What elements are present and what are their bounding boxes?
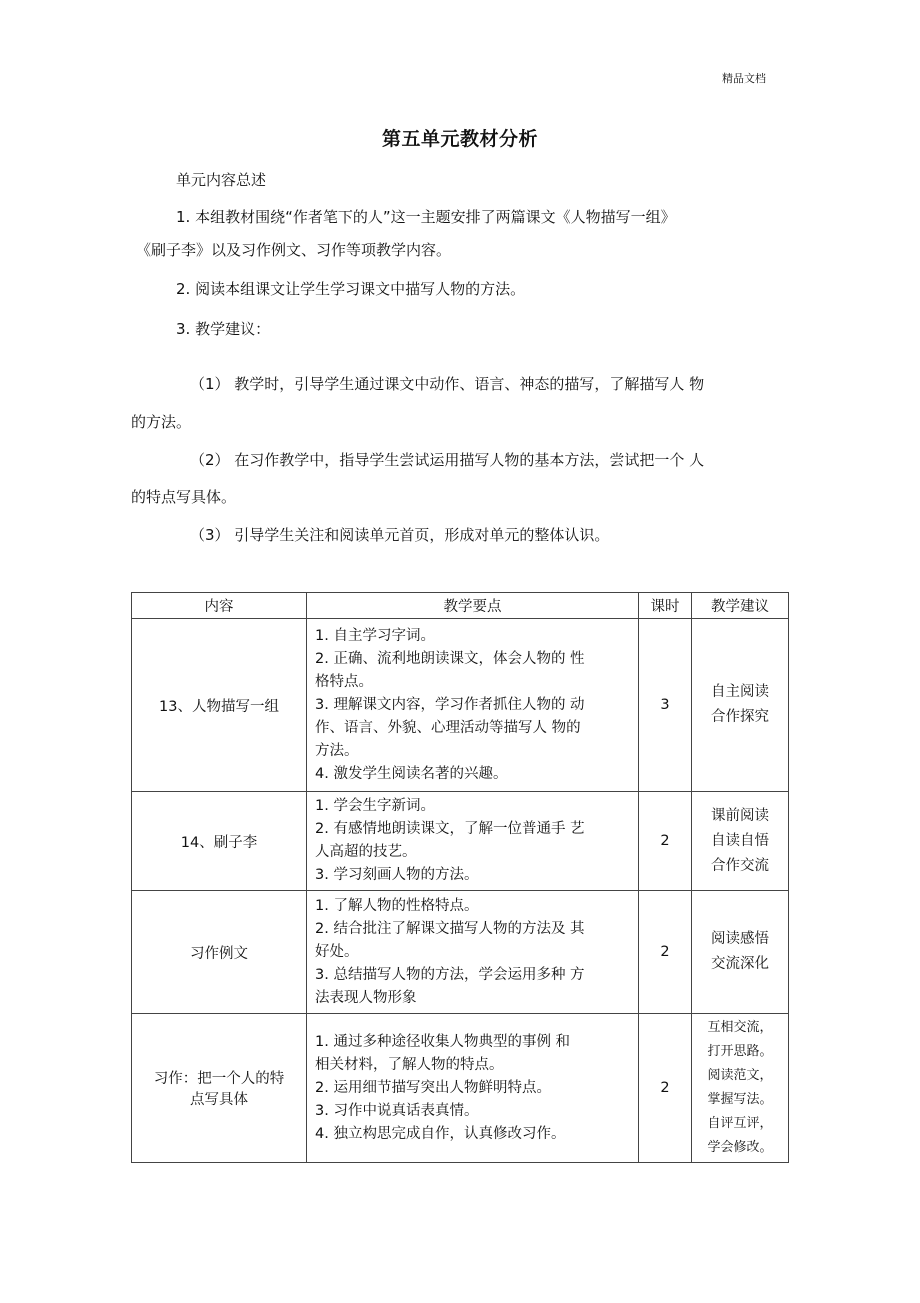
point-line: 4. 激发学生阅读名著的兴趣。: [315, 765, 508, 782]
suggestion-line: 交流深化: [711, 956, 769, 972]
point-line: 3. 习作中说真话表真情。: [315, 1102, 479, 1119]
suggestion-line: 互相交流，: [707, 1020, 773, 1035]
header-suggestion: 教学建议: [692, 593, 789, 619]
header-content: 内容: [132, 593, 307, 619]
point-line: 作、语言、外貌、心理活动等描写人 物的: [315, 719, 581, 736]
suggestion-line: 掌握写法。: [707, 1092, 773, 1107]
suggestion-1-line-1: （1） 教学时，引导学生通过课文中动作、语言、神态的描写，了解描写人 物: [190, 375, 705, 393]
row-content: 13、人物描写一组: [132, 619, 307, 792]
point-line: 好处。: [315, 943, 359, 960]
suggestion-line: 阅读范文，: [707, 1068, 773, 1083]
row-hours: 2: [639, 1014, 692, 1163]
paragraph-1-line-1: 1. 本组教材围绕“作者笔下的人”这一主题安排了两篇课文《人物描写一组》: [176, 208, 676, 226]
row-suggestion: [692, 619, 789, 792]
point-line: 格特点。: [315, 673, 373, 690]
point-line: 1. 学会生字新词。: [315, 798, 435, 814]
suggestion-line: 合作探究: [711, 709, 769, 725]
suggestion-2-line-1: （2） 在习作教学中，指导学生尝试运用描写人物的基本方法，尝试把一个 人: [190, 451, 705, 469]
point-line: 方法。: [315, 742, 359, 759]
point-line: 法表现人物形象: [315, 989, 417, 1006]
section-heading: 单元内容总述: [176, 171, 267, 189]
point-line: 2. 结合批注了解课文描写人物的方法及 其: [315, 920, 585, 937]
suggestion-line: 学会修改。: [707, 1140, 773, 1155]
point-line: 3. 总结描写人物的方法，学会运用多种 方: [315, 966, 585, 983]
point-line: 2. 运用细节描写突出人物鲜明特点。: [315, 1079, 551, 1096]
table-row: [132, 619, 789, 792]
suggestion-line: 合作交流: [711, 857, 769, 874]
suggestion-line: 打开思路。: [707, 1044, 773, 1059]
point-line: 1. 通过多种途径收集人物典型的事例 和: [315, 1033, 571, 1050]
point-line: 相关材料，了解人物的特点。: [315, 1056, 504, 1073]
row-content: 习作例文: [132, 891, 307, 1014]
row-suggestion: [692, 1014, 789, 1163]
table-row: [132, 1014, 789, 1163]
paragraph-1-line-2: 《刷子李》以及习作例文、习作等项教学内容。: [136, 241, 452, 259]
paragraph-3: 3. 教学建议：: [176, 320, 271, 338]
row-content: 14、刷子李: [132, 792, 307, 891]
suggestion-line: 自主阅读: [711, 684, 769, 700]
header-hours: 课时: [639, 593, 692, 619]
row-points: [307, 1014, 639, 1163]
suggestion-line: 阅读感悟: [711, 931, 769, 947]
suggestion-2-line-2: 的特点写具体。: [131, 488, 237, 506]
point-line: 3. 学习刻画人物的方法。: [315, 867, 479, 883]
point-line: 3. 理解课文内容，学习作者抓住人物的 动: [315, 696, 585, 713]
point-line: 2. 有感情地朗读课文，了解一位普通手 艺: [315, 821, 585, 837]
row-suggestion: [692, 792, 789, 891]
suggestion-line: 课前阅读: [711, 807, 769, 824]
content-line: 点写具体: [190, 1092, 248, 1108]
table-row: [132, 792, 789, 891]
row-points: [307, 792, 639, 891]
row-suggestion: [692, 891, 789, 1014]
table-header-row: [132, 593, 789, 619]
row-hours: 3: [639, 619, 692, 792]
row-points: [307, 891, 639, 1014]
header-points: 教学要点: [307, 593, 639, 619]
syllabus-table: [131, 592, 789, 1163]
paragraph-2: 2. 阅读本组课文让学生学习课文中描写人物的方法。: [176, 280, 526, 298]
row-hours: 2: [639, 792, 692, 891]
point-line: 人高超的技艺。: [315, 844, 417, 860]
point-line: 1. 了解人物的性格特点。: [315, 897, 479, 914]
point-line: 1. 自主学习字词。: [315, 627, 435, 644]
suggestion-3: （3） 引导学生关注和阅读单元首页，形成对单元的整体认识。: [190, 526, 610, 544]
row-points: [307, 619, 639, 792]
table-row: [132, 891, 789, 1014]
suggestion-line: 自评互评，: [707, 1116, 773, 1131]
page-title: 第五单元教材分析: [381, 128, 538, 150]
point-line: 2. 正确、流利地朗读课文，体会人物的 性: [315, 650, 585, 667]
suggestion-1-line-2: 的方法。: [131, 413, 192, 431]
content-line: 习作：把一个人的特: [153, 1071, 285, 1087]
row-content: [132, 1014, 307, 1163]
row-hours: 2: [639, 891, 692, 1014]
suggestion-line: 自读自悟: [711, 832, 769, 849]
watermark-label: 精品文档: [722, 72, 766, 85]
point-line: 4. 独立构思完成自作，认真修改习作。: [315, 1125, 566, 1142]
